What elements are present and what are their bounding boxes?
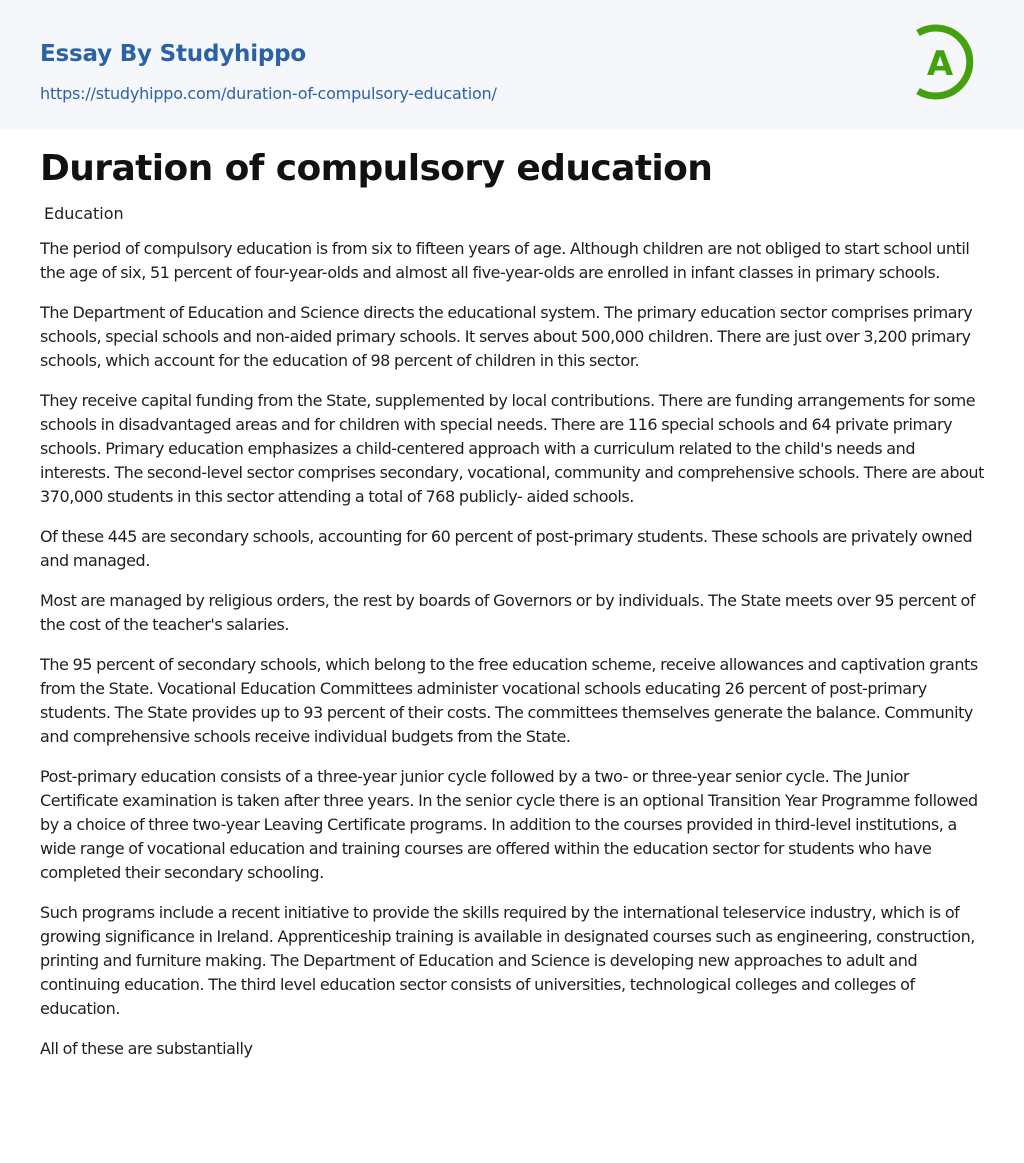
article-paragraph: The Department of Education and Science directs the educational system. The primary education sector comprises primary schools, special schools and non-aided primary schools. It serves about 500,000 children. There are just over 3,200 primary schools, which account for the education of 98 percent of children in this sector. (40, 303, 973, 370)
brand-title: Essay By Studyhippo (40, 41, 307, 67)
studyhippo-logo-icon[interactable] (912, 19, 986, 105)
article-paragraph: Post-primary education consists of a three-year junior cycle followed by a two- or three-year senior cycle. The Junior Certificate examination is taken after three years. In the senior cycle there is an optional Transition Year Programme followed by a choice of three two-year Leaving Certificate programs. In addition to the courses provided in third-level institutions, a wide range of vocational education and training courses are offered within the education sector for students who have completed their secondary schooling. (40, 767, 978, 882)
article-paragraph: All of these are substantially (40, 1039, 253, 1058)
category-label[interactable]: Education (44, 204, 124, 223)
source-url-link[interactable]: https://studyhippo.com/duration-of-compulsory-education/ (40, 84, 497, 103)
article-paragraph: Of these 445 are secondary schools, accounting for 60 percent of post-primary students. These schools are privately owned and managed. (40, 527, 973, 570)
article-paragraph: They receive capital funding from the State, supplemented by local contributions. There are funding arrangements for some schools in disadvantaged areas and for children with special needs. There are 116 special schools and 64 private primary schools. Primary education emphasizes a child-centered approach with a curriculum related to the child's needs and interests. The second-level sector comprises secondary, vocational, community and comprehensive schools. There are about 370,000 students in this sector attending a total of 768 publicly- aided schools. (40, 391, 984, 506)
article-paragraph: Such programs include a recent initiative to provide the skills required by the international teleservice industry, which is of growing significance in Ireland. Apprenticeship training is available in designated courses such as engineering, construction, printing and furniture making. The Department of Education and Science is developing new approaches to adult and continuing education. The third level education sector consists of universities, technological colleges and colleges of education. (40, 903, 975, 1018)
article-paragraph: Most are managed by religious orders, the rest by boards of Governors or by individuals. The State meets over 95 percent of the cost of the teacher's salaries. (40, 591, 976, 634)
article-body (40, 237, 984, 1061)
article-paragraph: The 95 percent of secondary schools, which belong to the free education scheme, receive allowances and captivation grants from the State. Vocational Education Committees administer vocational schools educating 26 percent of post-primary students. The State provides up to 93 percent of their costs. The committees themselves generate the balance. Community and comprehensive schools receive individual budgets from the State. (40, 655, 978, 746)
site-header (0, 0, 1024, 129)
article (0, 146, 1024, 1061)
logo-letter: A (926, 44, 954, 84)
page-title: Duration of compulsory education (40, 148, 713, 189)
article-paragraph: The period of compulsory education is from six to fifteen years of age. Although children are not obliged to start school until the age of six, 51 percent of four-year-olds and almost all five-year-olds are enrolled in infant classes in primary schools. (40, 239, 970, 282)
